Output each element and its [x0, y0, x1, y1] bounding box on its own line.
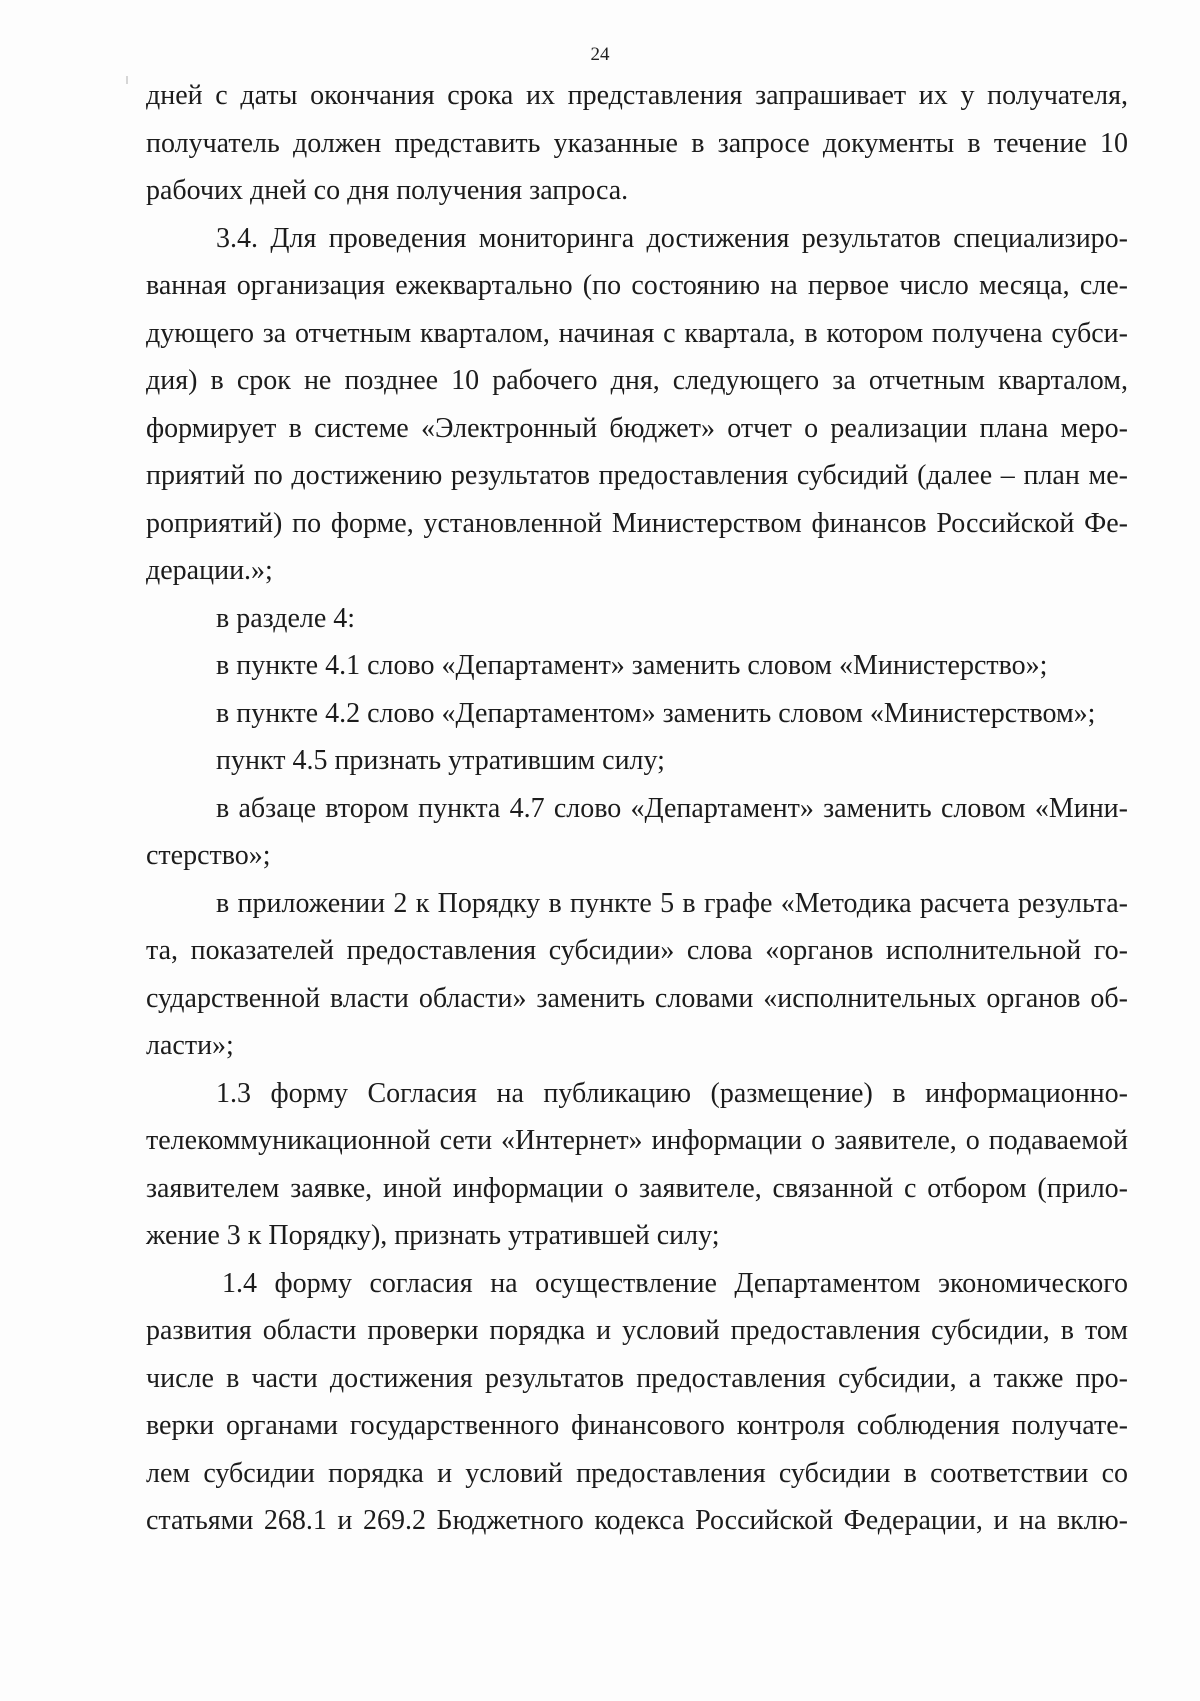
text-line: рабочих дней со дня получения запроса. — [146, 175, 629, 206]
paragraph-1-3: 1.3 форму Согласия на публикацию (размещение) в информационно- — [216, 1077, 1128, 1109]
text-line: числе в части достижения результатов предоставления субсидии, а также про- — [146, 1362, 1128, 1394]
text-line: приятий по достижению результатов предоставления субсидий (далее – план ме- — [146, 460, 1128, 491]
text-line: лем субсидии порядка и условий предоставления субсидии в соответствии со — [146, 1457, 1128, 1489]
text-line: ванная организация ежеквартально (по состоянию на первое число месяца, сле- — [146, 270, 1128, 301]
paragraph-3-4: 3.4. Для проведения мониторинга достижения результатов специализиро- — [216, 222, 1128, 254]
text-line: дующего за отчетным кварталом, начиная с квартала, в котором получена субси- — [146, 317, 1128, 349]
item-4-7: в абзаце втором пункта 4.7 слово «Департамент» заменить словом «Мини- — [216, 792, 1128, 824]
text-line: роприятий) по форме, установленной Министерством финансов Российской Фе- — [146, 507, 1128, 539]
item-4-1: в пункте 4.1 слово «Департамент» заменить словом «Министерство»; — [216, 650, 1048, 681]
text-line: заявителем заявке, иной информации о заявителе, связанной с отбором (прило- — [146, 1172, 1128, 1204]
text-line: дерации.»; — [146, 555, 273, 586]
paragraph-1-4: 1.4 форму согласия на осуществление Департаментом экономического — [222, 1267, 1128, 1299]
text-line: статьями 268.1 и 269.2 Бюджетного кодекса Российской Федерации, и на вклю- — [146, 1505, 1128, 1536]
section-4-heading: в разделе 4: — [216, 602, 356, 634]
text-line: верки органами государственного финансового контроля соблюдения получате- — [146, 1410, 1128, 1441]
text-line: та, показателей предоставления субсидии» слова «органов исполнительной го- — [146, 935, 1128, 966]
document-body — [146, 72, 1128, 1545]
text-line: дия) в срок не позднее 10 рабочего дня, следующего за отчетным кварталом, — [146, 365, 1128, 396]
text-line: дней с даты окончания срока их представления запрашивает их у получателя, — [146, 80, 1128, 111]
text-line: формирует в системе «Электронный бюджет» отчет о реализации плана меро- — [146, 412, 1128, 444]
appendix-2-paragraph: в приложении 2 к Порядку в пункте 5 в графе «Методика расчета результа- — [216, 887, 1128, 919]
text-line: развития области проверки порядка и условий предоставления субсидии, в том — [146, 1315, 1128, 1346]
text-line: получатель должен представить указанные в запросе документы в течение 10 — [146, 127, 1128, 159]
text-line: сударственной власти области» заменить словами «исполнительных органов об- — [146, 982, 1128, 1014]
page-number: 24 — [590, 44, 610, 65]
text-line: ласти»; — [146, 1030, 234, 1061]
text-line: стерство»; — [146, 840, 271, 871]
item-4-2: в пункте 4.2 слово «Департаментом» заменить словом «Министерством»; — [216, 697, 1096, 729]
text-line: жение 3 к Порядку), признать утратившей силу; — [146, 1220, 720, 1251]
text-line: телекоммуникационной сети «Интернет» информации о заявителе, о подаваемой — [146, 1125, 1128, 1156]
item-4-5: пункт 4.5 признать утратившим силу; — [216, 745, 665, 776]
scan-mark-top — [126, 76, 128, 84]
